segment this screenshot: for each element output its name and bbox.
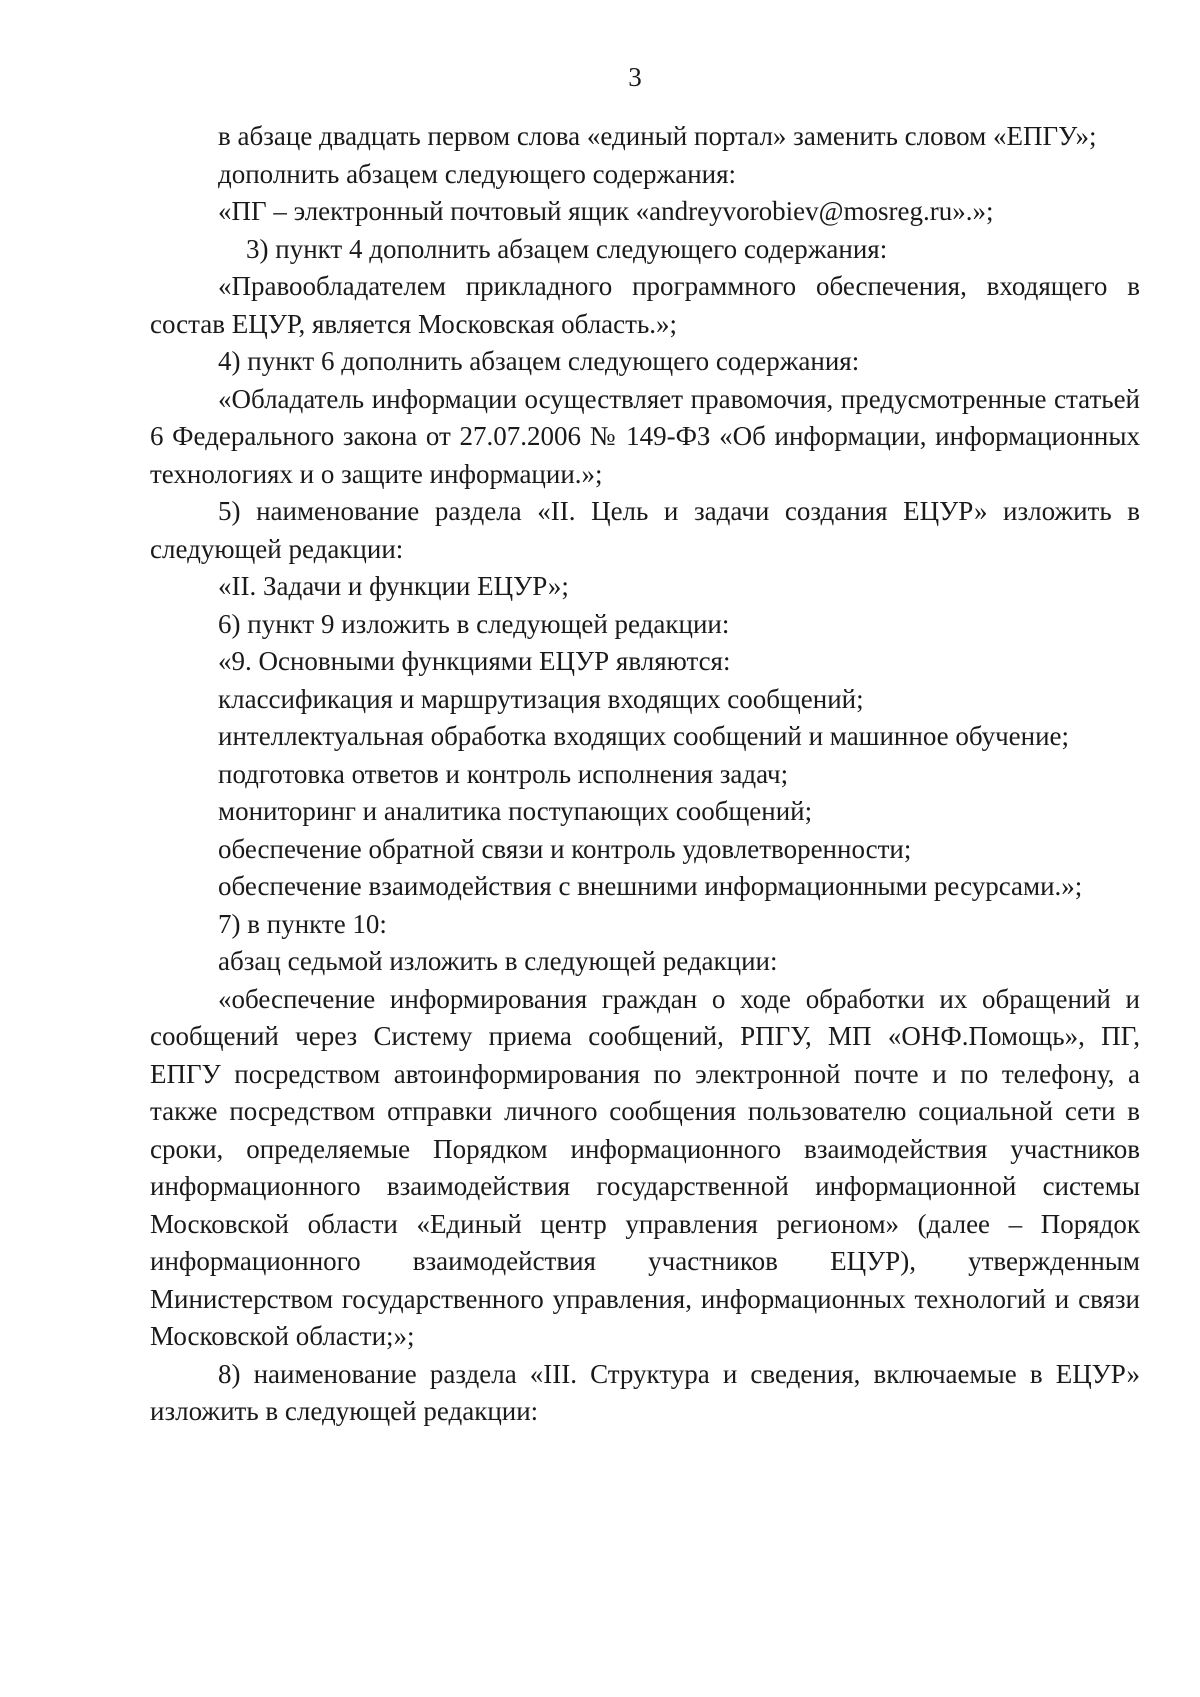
paragraph: «9. Основными функциями ЕЦУР являются: — [218, 646, 731, 676]
list-item: мониторинг и аналитика поступающих сообщений; — [218, 796, 813, 826]
paragraph: абзац седьмой изложить в следующей редакции: — [218, 946, 778, 976]
list-item: подготовка ответов и контроль исполнения задач; — [218, 758, 789, 789]
paragraph: «ПГ – электронный почтовый ящик «andreyvorobiev@mosreg.ru».»; — [218, 196, 994, 226]
list-item: обеспечение обратной связи и контроль удовлетворенности; — [218, 833, 912, 864]
document-body — [150, 118, 1140, 1431]
paragraph: 6) пункт 9 изложить в следующей редакции: — [218, 608, 730, 639]
paragraph: «Обладатель информации осуществляет правомочия, предусмотренные статьей 6 Федерального закона от 27.07.2006 № 149-ФЗ «Об информации, информационных технологиях и о защите информации.»; — [150, 383, 1140, 489]
paragraph: «обеспечение информирования граждан о ходе обработки их обращений и сообщений через Систему приема сообщений, РПГУ, МП «ОНФ.Помощь», ПГ, ЕПГУ посредством автоинформирования по электронной почте и по телефону, а также посредством отправки личного сообщения пользователю социальной сети в сроки, определяемые Порядком информационного взаимодействия участников информационного взаимодействия государственной информационной системы Московской области «Единый центр управления регионом» (далее – Порядок информационного взаимодействия участников ЕЦУР), утвержденным Министерством государственного управления, информационных технологий и связи Московской области;»; — [150, 983, 1140, 1351]
list-item: обеспечение взаимодействия с внешними информационными ресурсами.»; — [218, 871, 1083, 901]
paragraph: «Правообладателем прикладного программного обеспечения, входящего в состав ЕЦУР, является Московская область.»; — [150, 271, 1140, 339]
paragraph: 8) наименование раздела «III. Структура и сведения, включаемые в ЕЦУР» изложить в следующей редакции: — [150, 1358, 1140, 1426]
paragraph: дополнить абзацем следующего содержания: — [218, 158, 737, 189]
list-item: классификация и маршрутизация входящих сообщений; — [218, 683, 864, 714]
paragraph: «II. Задачи и функции ЕЦУР»; — [218, 571, 569, 601]
paragraph: 4) пункт 6 дополнить абзацем следующего содержания: — [218, 346, 860, 376]
paragraph: 5) наименование раздела «II. Цель и задачи создания ЕЦУР» изложить в следующей редакции: — [150, 496, 1140, 564]
paragraph: в абзаце двадцать первом слова «единый портал» заменить словом «ЕПГУ»; — [218, 121, 1097, 151]
paragraph: 7) в пункте 10: — [218, 908, 387, 939]
paragraph: 3) пункт 4 дополнить абзацем следующего содержания: — [246, 233, 888, 264]
page-number: 3 — [628, 62, 642, 92]
list-item: интеллектуальная обработка входящих сообщений и машинное обучение; — [218, 721, 1070, 751]
